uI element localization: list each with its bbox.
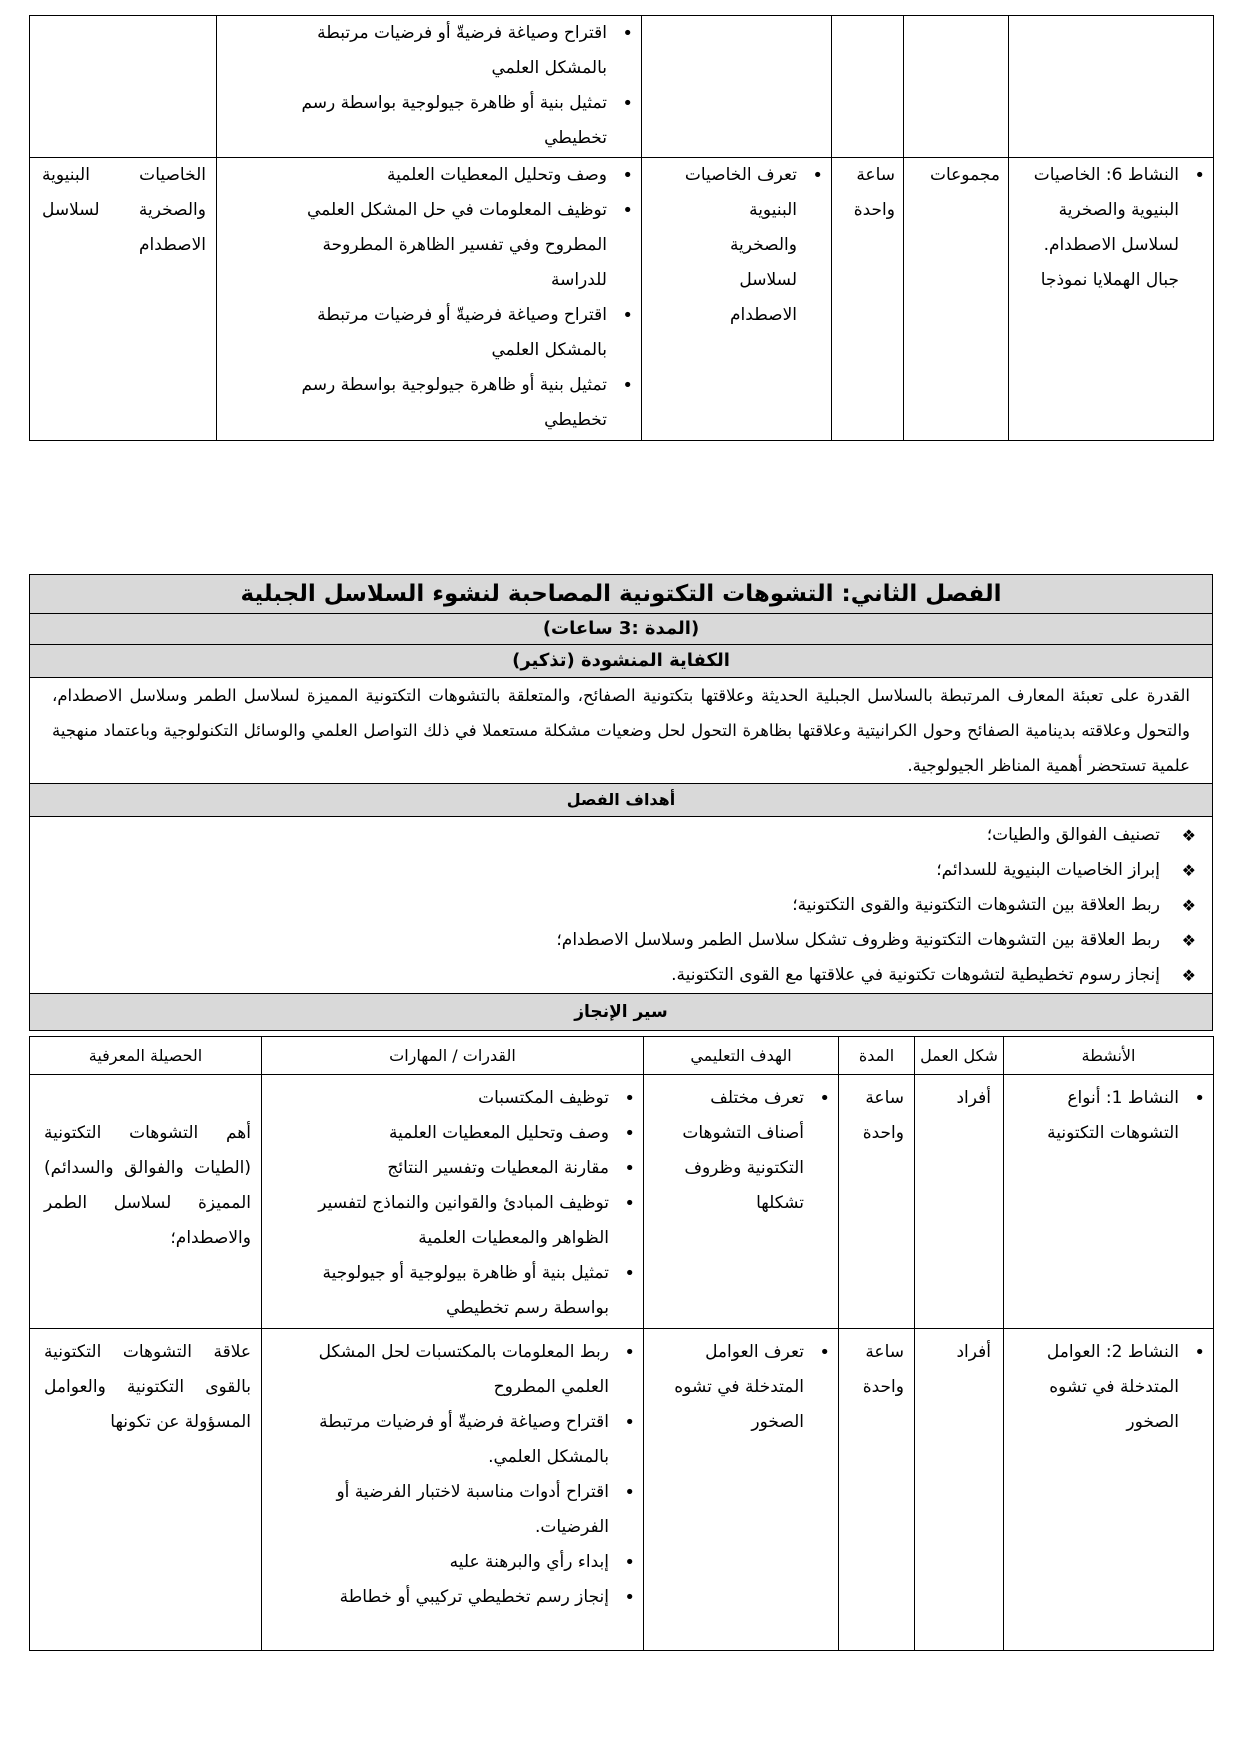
list-item: • تمثيل بنية أو ظاهرة جيولوجية بواسطة رسم تخطيطي: [267, 368, 607, 438]
list-item: • اقتراح وصياغة فرضيةّ أو فرضيات مرتبطة بالمشكل العلمي.: [292, 1405, 609, 1475]
outcome-cell: الخاصيات البنيوية والصخرية لسلاسل الاصطدام: [30, 158, 217, 441]
table-row: [30, 16, 1214, 158]
list-item: • وصف وتحليل المعطيات العلمية: [292, 1116, 609, 1151]
work-form-cell: أفراد: [915, 1075, 1004, 1329]
work-form-cell: مجموعات: [904, 158, 1009, 441]
activity-cell: • النشاط 1: أنواع التشوهات التكتونية: [1004, 1075, 1214, 1329]
list-item: • اقتراح أدوات مناسبة لاختبار الفرضية أو الفرضيات.: [292, 1475, 609, 1545]
progress-title: سير الإنجاز: [30, 994, 1213, 1031]
progress-table: [29, 1036, 1214, 1651]
table-row: [30, 158, 1214, 441]
duration-cell: ساعة واحدة: [832, 158, 904, 441]
chapter-header-table: [29, 574, 1213, 1031]
list-item: • تمثيل بنية أو ظاهرة جيولوجية بواسطة رسم تخطيطي: [267, 86, 607, 156]
col-outcome: الحصيلة المعرفية: [30, 1037, 262, 1075]
work-form-cell: أفراد: [915, 1329, 1004, 1651]
list-item: ❖ إنجاز رسوم تخطيطية لتشوهات تكتونية في علاقتها مع القوى التكتونية.: [36, 958, 1160, 993]
list-item: ❖ ربط العلاقة بين التشوهات التكتونية والقوى التكتونية؛: [36, 888, 1160, 923]
activity-cell: • النشاط 6: الخاصيات البنيوية والصخرية لسلاسل الاصطدام. جبال الهملايا نموذجا: [1009, 158, 1214, 441]
list-item: • توظيف المعلومات في حل المشكل العلمي المطروح وفي تفسير الظاهرة المطروحة للدراسة: [267, 193, 607, 298]
skills-cell: [262, 1329, 644, 1651]
list-item: ❖ تصنيف الفوالق والطيات؛: [36, 818, 1160, 853]
table-row: [30, 1075, 1214, 1329]
list-item: • ربط المعلومات بالمكتسبات لحل المشكل العلمي المطروح: [292, 1335, 609, 1405]
outcome-cell: علاقة التشوهات التكتونية بالقوى التكتونية والعوامل المسؤولة عن تكونها: [30, 1329, 262, 1651]
list-item: • مقارنة المعطيات وتفسير النتائج: [292, 1151, 609, 1186]
list-item: • توظيف المكتسبات: [292, 1081, 609, 1116]
chapter-duration: (المدة :3 ساعات): [30, 614, 1213, 645]
duration-cell: ساعة واحدة: [839, 1329, 915, 1651]
list-item: • اقتراح وصياغة فرضيةّ أو فرضيات مرتبطة بالمشكل العلمي: [267, 16, 607, 86]
skills-cell: [217, 16, 642, 158]
col-skills: القدرات / المهارات: [262, 1037, 644, 1075]
activity-cell: • النشاط 2: العوامل المتدخلة في تشوه الصخور: [1004, 1329, 1214, 1651]
skills-cell: [217, 158, 642, 441]
list-item: • توظيف المبادئ والقوانين والنماذج لتفسير الظواهر والمعطيات العلمية: [292, 1186, 609, 1256]
list-item: • إبداء رأي والبرهنة عليه: [292, 1545, 609, 1580]
table-row: [30, 1329, 1214, 1651]
activities-table-continued: [29, 15, 1214, 441]
list-item: • تمثيل بنية أو ظاهرة بيولوجية أو جيولوجية بواسطة رسم تخطيطي: [292, 1256, 609, 1326]
skills-cell: [262, 1075, 644, 1329]
objective-cell: • تعرف الخاصيات البنيوية والصخرية لسلاسل الاصطدام: [642, 158, 832, 441]
list-item: • اقتراح وصياغة فرضيةّ أو فرضيات مرتبطة بالمشكل العلمي: [267, 298, 607, 368]
list-item: • إنجاز رسم تخطيطي تركيبي أو خطاطة: [292, 1580, 609, 1615]
duration-cell: ساعة واحدة: [839, 1075, 915, 1329]
objective-cell: • تعرف العوامل المتدخلة في تشوه الصخور: [644, 1329, 839, 1651]
col-duration: المدة: [839, 1037, 915, 1075]
objective-cell: • تعرف مختلف أصناف التشوهات التكتونية وظروف تشكلها: [644, 1075, 839, 1329]
chapter-title: الفصل الثاني: التشوهات التكتونية المصاحبة لنشوء السلاسل الجبلية: [30, 575, 1213, 614]
goals-cell: [30, 817, 1213, 994]
col-work-form: شكل العمل: [915, 1037, 1004, 1075]
list-item: ❖ إبراز الخاصيات البنيوية للسدائم؛: [36, 853, 1160, 888]
goals-title: أهداف الفصل: [30, 784, 1213, 817]
outcome-cell: أهم التشوهات التكتونية (الطيات والفوالق والسدائم) المميزة لسلاسل الطمر والاصطدام؛: [30, 1075, 262, 1329]
col-objective: الهدف التعليمي: [644, 1037, 839, 1075]
list-item: ❖ ربط العلاقة بين التشوهات التكتونية وظروف تشكل سلاسل الطمر وسلاسل الاصطدام؛: [36, 923, 1160, 958]
list-item: • وصف وتحليل المعطيات العلمية: [267, 158, 607, 193]
competence-text: القدرة على تعبئة المعارف المرتبطة بالسلاسل الجبلية الحديثة وعلاقتها بتكتونية الصفائح، والمتعلقة بالتشوهات التكتونية المميزة لسلاسل الطمر وسلاسل الاصطدام، والتحول وعلاقته بدينامية الصفائح وحول الكرانيتية وعلاقتها بظاهرة التحول لحل وضعيات مشكلة مستعملا في ذلك التواصل العلمي والوسائل التكنولوجية وباعتماد منهجية علمية تستحضر أهمية المناظر الجيولوجية.: [30, 678, 1213, 784]
competence-title: الكفاية المنشودة (تذكير): [30, 645, 1213, 678]
col-activities: الأنشطة: [1004, 1037, 1214, 1075]
table-header-row: [30, 1037, 1214, 1075]
